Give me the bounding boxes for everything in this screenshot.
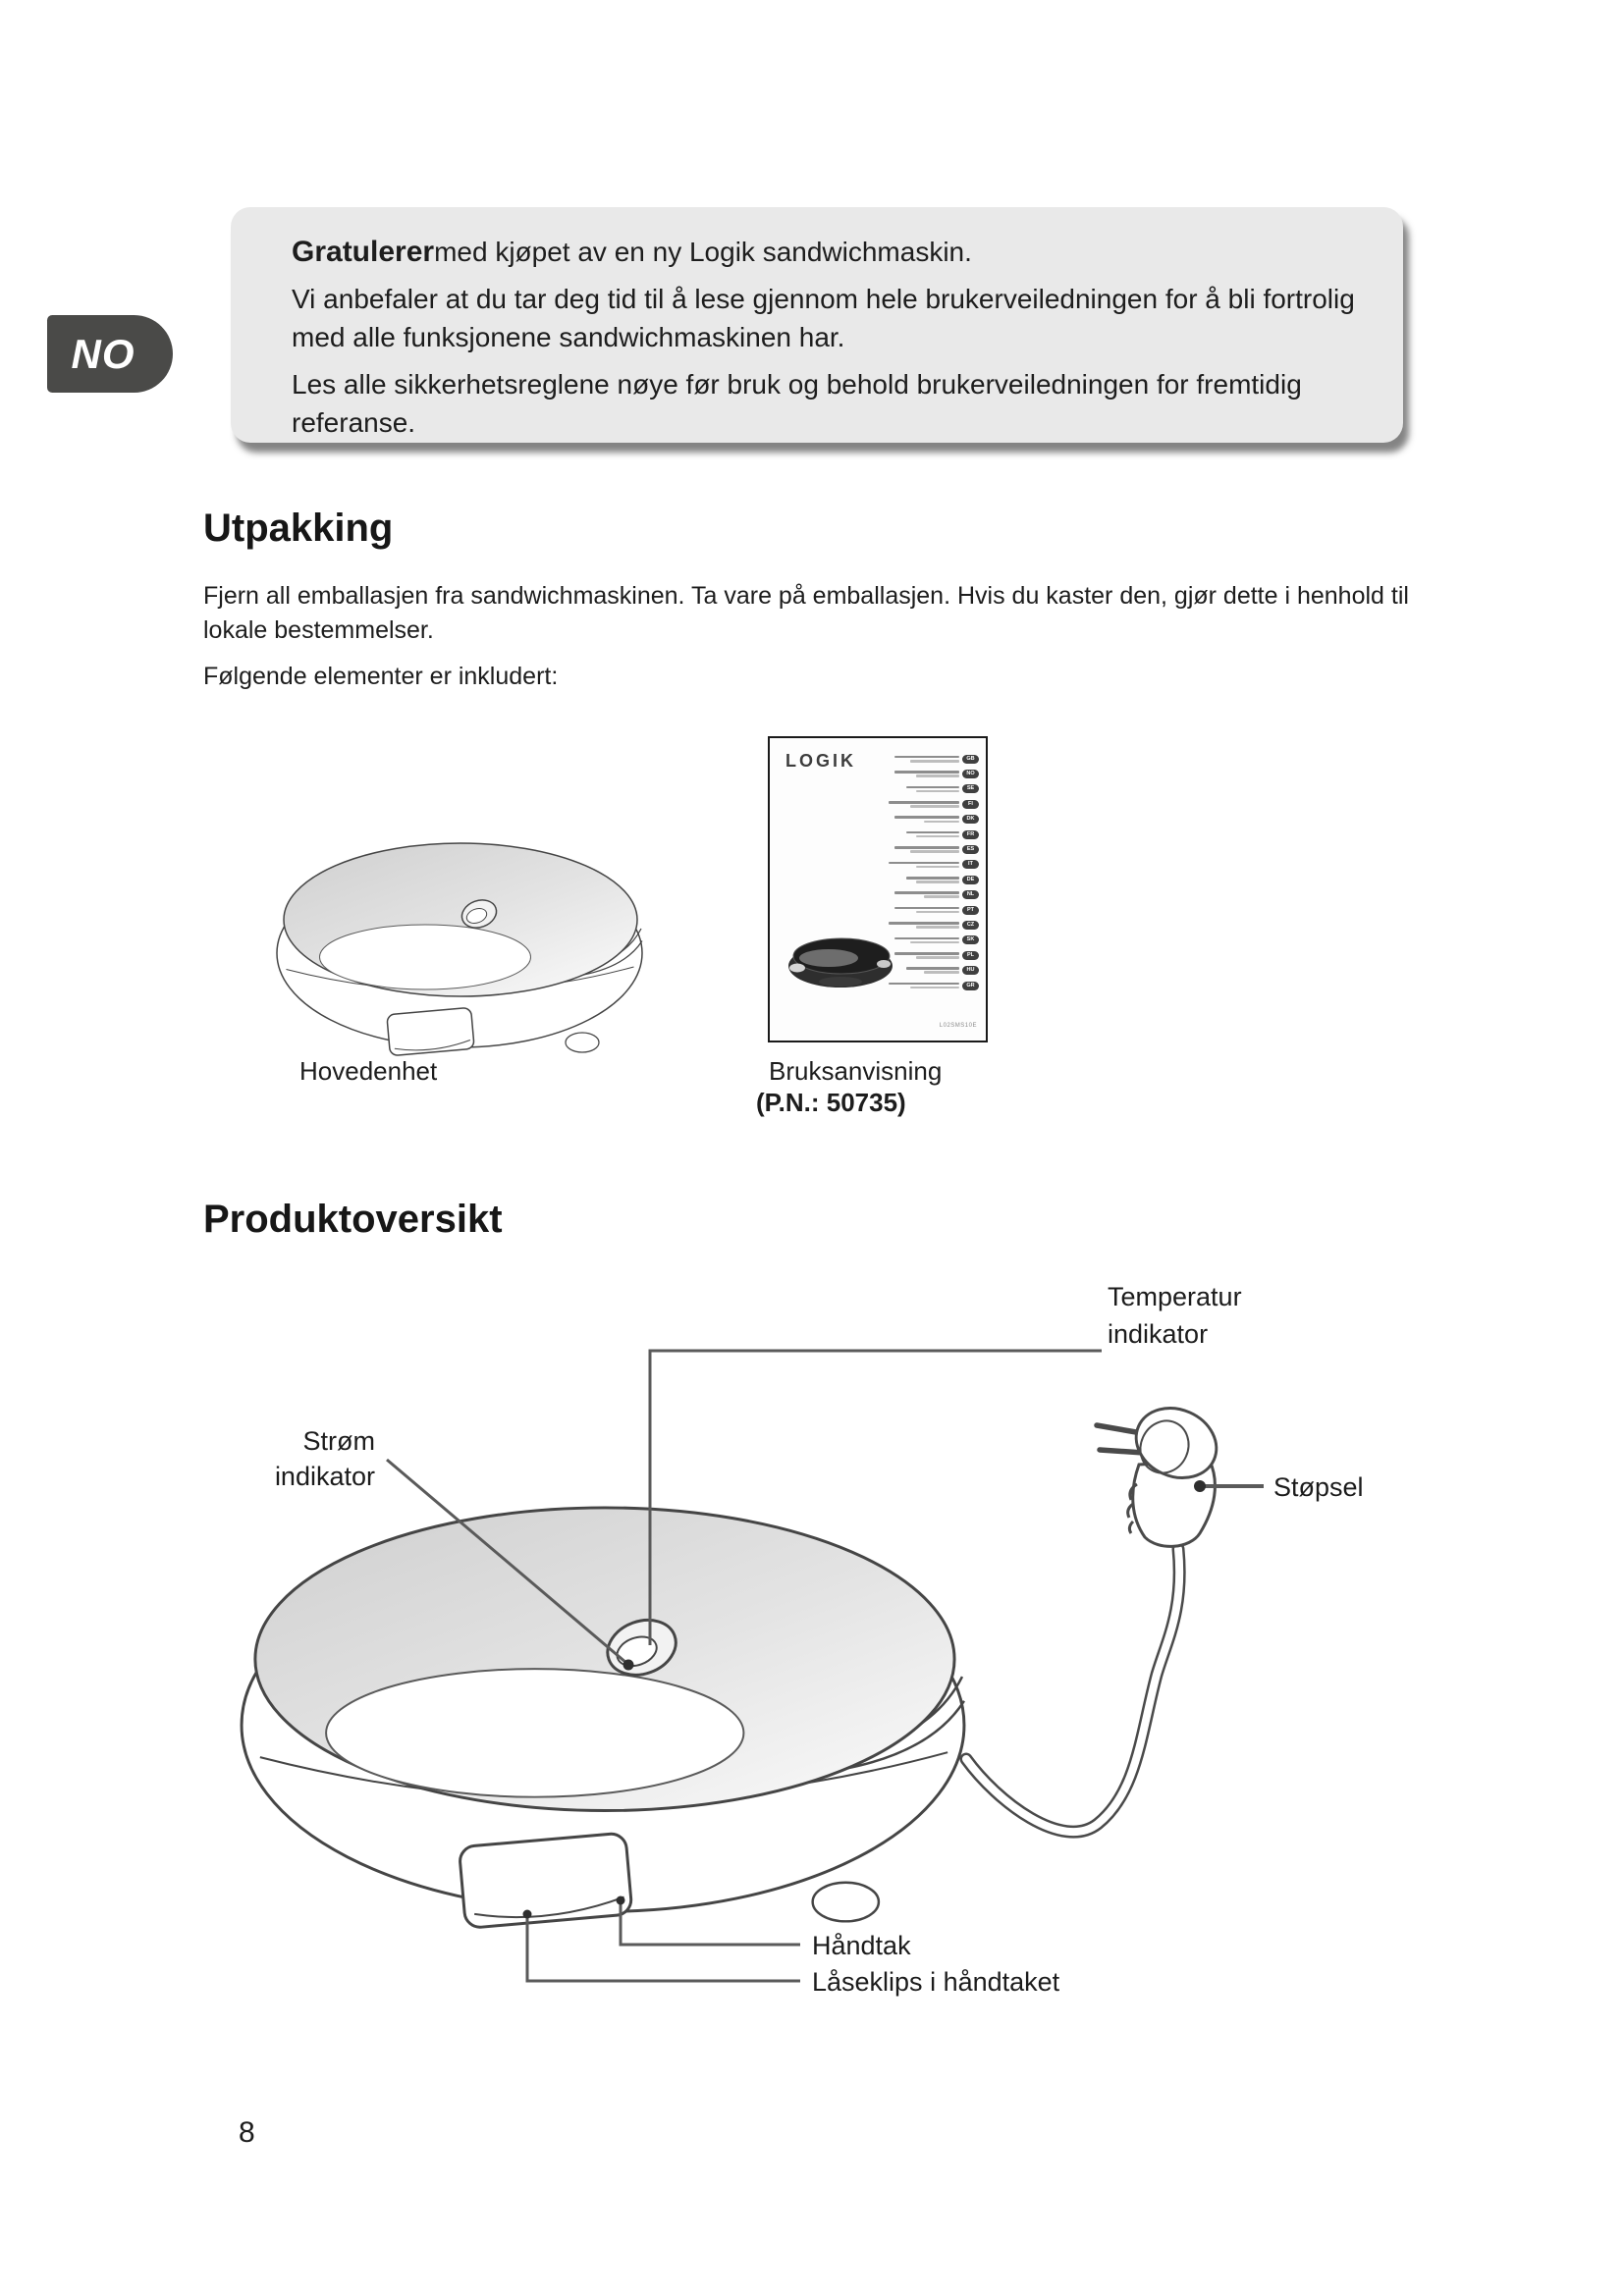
language-text-bars (894, 816, 959, 823)
unpacking-paragraph-1: Fjern all emballasjen fra sandwichmaskinen. Ta vare på emballasjen. Hvis du kaster den, gjør dette i henhold til lokale bestemmelser. (203, 582, 1409, 644)
main-unit-illustration (273, 840, 646, 1066)
language-badge: PT (962, 906, 979, 915)
language-badge: ES (962, 845, 979, 854)
temperature-indicator-label-line2: indikator (1108, 1319, 1209, 1349)
language-badge: FI (962, 800, 979, 809)
intro-box (231, 207, 1403, 443)
language-badge: GB (962, 755, 979, 764)
language-row (889, 921, 979, 929)
language-row (889, 891, 979, 899)
language-text-bars (894, 756, 959, 763)
language-text-bars (906, 786, 959, 793)
language-text-bars (906, 831, 959, 838)
language-row (889, 816, 979, 824)
lock-clip-label: Låseklips i håndtaket (812, 1967, 1060, 1997)
language-badge: CZ (962, 921, 979, 930)
brand-logo: LOGIK (785, 751, 856, 771)
lock-clip-leader-dot (523, 1910, 532, 1919)
power-indicator-label-line1: Strøm (302, 1426, 375, 1456)
intro-paragraph-2: Vi anbefaler at du tar deg tid til å lese gjennom hele brukerveiledningen for å bli fortrolig med alle funksjonene sandwichmaskinen har. (292, 284, 1355, 352)
language-badge: NO (962, 770, 979, 778)
manual-cover (768, 736, 988, 1042)
language-row (889, 906, 979, 914)
unpacking-paragraph-2: Følgende elementer er inkludert: (203, 663, 559, 690)
section-title-unpacking: Utpakking (203, 507, 394, 550)
language-row (889, 966, 979, 974)
language-text-bars (894, 771, 959, 777)
language-row (889, 982, 979, 989)
cover-product-photo (785, 929, 895, 989)
handle-leader-dot (617, 1896, 625, 1905)
language-row (889, 800, 979, 808)
language-badge: DK (962, 815, 979, 824)
manual-label: Bruksanvisning (769, 1056, 943, 1086)
device-illustration (242, 1508, 964, 1929)
intro-lead-rest: med kjøpet av en ny Logik sandwichmaskin. (434, 237, 972, 267)
power-leader-dot (623, 1660, 634, 1671)
language-text-bars (889, 862, 959, 869)
page-number: 8 (239, 2116, 255, 2149)
power-cable (966, 1549, 1179, 1832)
language-text-bars (889, 801, 959, 808)
language-badge: NL (962, 890, 979, 899)
language-row (889, 785, 979, 793)
lock-clip-leader-line (527, 1916, 800, 1981)
language-badge: SE (962, 784, 979, 793)
language-row (889, 951, 979, 959)
language-text-bars (894, 937, 959, 944)
cover-model-code: L02SMS10E (939, 1023, 977, 1029)
language-badge: DE (962, 876, 979, 884)
language-row (889, 936, 979, 944)
language-row (889, 755, 979, 763)
language-text-bars (906, 967, 959, 974)
language-badge: PL (962, 951, 979, 960)
temperature-indicator-label-line1: Temperatur (1108, 1282, 1242, 1311)
language-text-bars (894, 907, 959, 914)
language-text-bars (894, 891, 959, 898)
language-row (889, 861, 979, 869)
main-unit-label: Hovedenhet (299, 1056, 438, 1086)
language-tab-label: NO (71, 330, 135, 377)
power-indicator-label-line2: indikator (274, 1462, 375, 1491)
language-badge: SK (962, 935, 979, 944)
language-list (889, 755, 979, 989)
language-row (889, 830, 979, 838)
manual-part-number: (P.N.: 50735) (756, 1088, 906, 1117)
handle-label: Håndtak (812, 1931, 911, 1960)
language-text-bars (906, 877, 959, 883)
intro-lead-bold: Gratulerer (292, 236, 435, 268)
plug-leader-dot (1194, 1480, 1206, 1492)
intro-lead (292, 233, 1358, 271)
intro-paragraph-3: Les alle sikkerhetsreglene nøye før bruk og behold brukerveiledningen for fremtidig referanse. (292, 369, 1302, 438)
plug-illustration (1097, 1396, 1227, 1547)
language-badge: FR (962, 830, 979, 839)
language-text-bars (894, 846, 959, 853)
language-text-bars (889, 922, 959, 929)
language-badge: IT (962, 860, 979, 869)
section-title-product-overview: Produktoversikt (203, 1198, 503, 1241)
language-badge: GR (962, 982, 979, 990)
language-row (889, 770, 979, 777)
language-tab-no (47, 315, 173, 393)
language-row (889, 876, 979, 883)
language-text-bars (894, 952, 959, 959)
product-diagram (0, 1256, 1624, 2042)
plug-label: Støpsel (1273, 1472, 1364, 1502)
language-row (889, 845, 979, 853)
language-text-bars (889, 983, 959, 989)
language-badge: HU (962, 966, 979, 975)
